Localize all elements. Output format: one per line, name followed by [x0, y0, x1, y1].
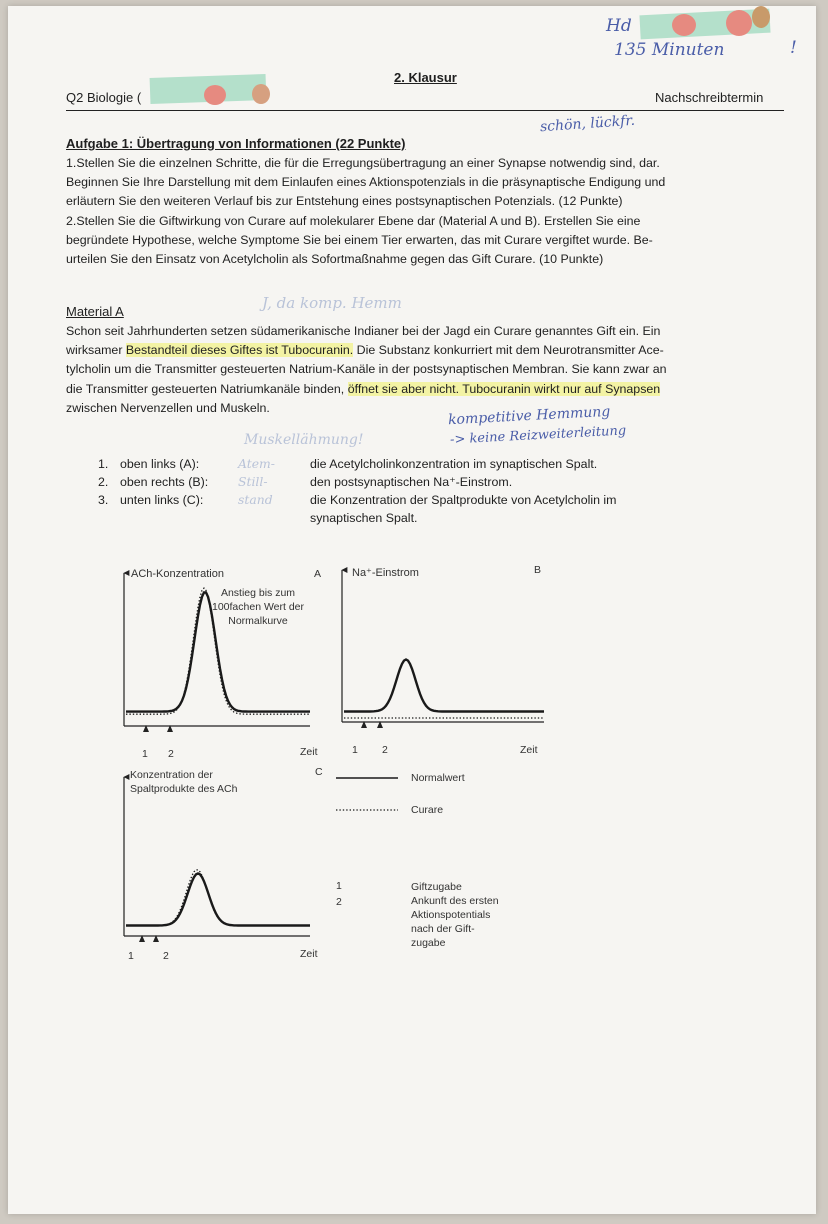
chart-c-marker-2: 2 — [163, 950, 169, 962]
material-line: Schon seit Jahrhunderten setzen südamerikanische Indianer bei der Jagd ein Curare genanntes Gift ein. Ein — [66, 324, 661, 338]
chart-c-id: C — [315, 766, 323, 778]
material-line: zwischen Nervenzellen und Muskeln. — [66, 400, 270, 415]
chart-c-marker-1: 1 — [128, 950, 134, 962]
handwritten-time: 135 Minuten — [614, 40, 725, 60]
session-label: Nachschreibtermin — [655, 90, 764, 105]
chart-c-ylabel: Konzentration der Spaltprodukte des ACh — [130, 769, 238, 795]
task-line: urteilen Sie den Einsatz von Acetylcholin als Sofortmaßnahme gegen das Gift Curare. (10 Punkte) — [66, 252, 604, 267]
hw-kompetitive-hemmung: kompetitive Hemmung — [447, 403, 611, 429]
material-line: wirksamer Bestandteil dieses Giftes ist Tubocuranin. Die Substanz konkurriert mit dem Neurotransmitter Ace- — [66, 343, 664, 358]
list-item: 1. oben links (A): Atem- die Acetylcholinkonzentration im synaptischen Spalt. — [98, 456, 598, 471]
task-line: erläutern Sie den weiteren Verlauf bis zur Entstehung eines postsynaptischen Potenzials. (12 Punkte) — [66, 194, 623, 209]
legend-marker-1: 1 — [336, 880, 342, 892]
chart-a-id: A — [314, 568, 322, 580]
chart-a-marker-1: 1 — [142, 748, 148, 760]
chart-c-series-normal — [126, 874, 310, 926]
task-line: 2.Stellen Sie die Giftwirkung von Curare auf molekularer Ebene dar (Material A und B). Erstellen Sie eine — [66, 213, 641, 228]
material-line: die Transmitter gesteuerten Natriumkanäle binden, öffnet sie aber nicht. Tubocuranin wirkt nur auf Synapsen — [66, 381, 661, 396]
chart-b-series-normal — [344, 660, 544, 712]
chart-a-marker-2: 2 — [168, 748, 174, 760]
chart-a-xlabel: Zeit — [300, 746, 318, 758]
chart-a-ylabel: ACh-Konzentration — [131, 568, 224, 580]
highlight: Bestandteil dieses Giftes ist Tubocuranin. — [125, 343, 354, 358]
chart-b-xlabel: Zeit — [520, 744, 538, 756]
exam-title: 2. Klausur — [394, 70, 457, 85]
handwritten-initials: Hd — [606, 16, 632, 36]
list-item-continuation: synaptischen Spalt. — [310, 511, 418, 525]
course-label: Q2 Biologie ( — [66, 90, 142, 105]
chart-a-annotation: Anstieg bis zum 100fachen Wert der Normalkurve — [211, 587, 305, 627]
hw-muskellaehmung: Muskellähmung! — [244, 432, 364, 448]
chart-b-marker-2: 2 — [382, 744, 388, 756]
task-line: 1.Stellen Sie die einzelnen Schritte, die für die Erregungsübertragung an einer Synapse notwendig sind, dar. — [66, 156, 660, 170]
chart-b-ylabel: Na⁺-Einstrom — [352, 567, 419, 579]
legend-marker-text: Giftzugabe Ankunft des ersten Aktionspotentials nach der Gift- zugabe — [411, 881, 499, 949]
list-item: 2. oben rechts (B): Still- den postsynaptischen Na⁺-Einstrom. — [98, 474, 513, 489]
task-line: begründete Hypothese, welche Symptome Sie bei einem Tier erwarten, das mit Curare vergiftet wurde. Be- — [66, 232, 653, 247]
hw-keine-reizweiterleitung: -> keine Reizweiterleitung — [449, 423, 627, 448]
list-item: 3. unten links (C): stand die Konzentration der Spaltprodukte von Acetylcholin im — [98, 492, 617, 507]
task-margin-note: schön, lückfr. — [539, 112, 636, 136]
material-title: Material A — [66, 304, 124, 319]
material-margin-note: J, da komp. Hemm — [262, 294, 402, 312]
legend-marker-2: 2 — [336, 896, 342, 908]
chart-c-xlabel: Zeit — [300, 948, 318, 960]
handwritten-mark: ! — [790, 38, 797, 58]
highlight: öffnet sie aber nicht. Tubocuranin wirkt nur auf Synapsen — [347, 381, 661, 396]
task-line: Beginnen Sie Ihre Darstellung mit dem Einlaufen eines Aktionspotenzials in die präsynaptische Endigung und — [66, 175, 666, 190]
chart-b-id: B — [534, 564, 542, 576]
legend-dotted-label: Curare — [411, 804, 444, 816]
chart-b-marker-1: 1 — [352, 744, 358, 756]
task-title: Aufgabe 1: Übertragung von Informationen (22 Punkte) — [66, 136, 406, 151]
legend-solid-label: Normalwert — [411, 772, 465, 784]
material-line: tylcholin um die Transmitter gesteuerten Natrium-Kanäle in der postsynaptischen Membran. Sie kann zwar an — [66, 362, 667, 377]
